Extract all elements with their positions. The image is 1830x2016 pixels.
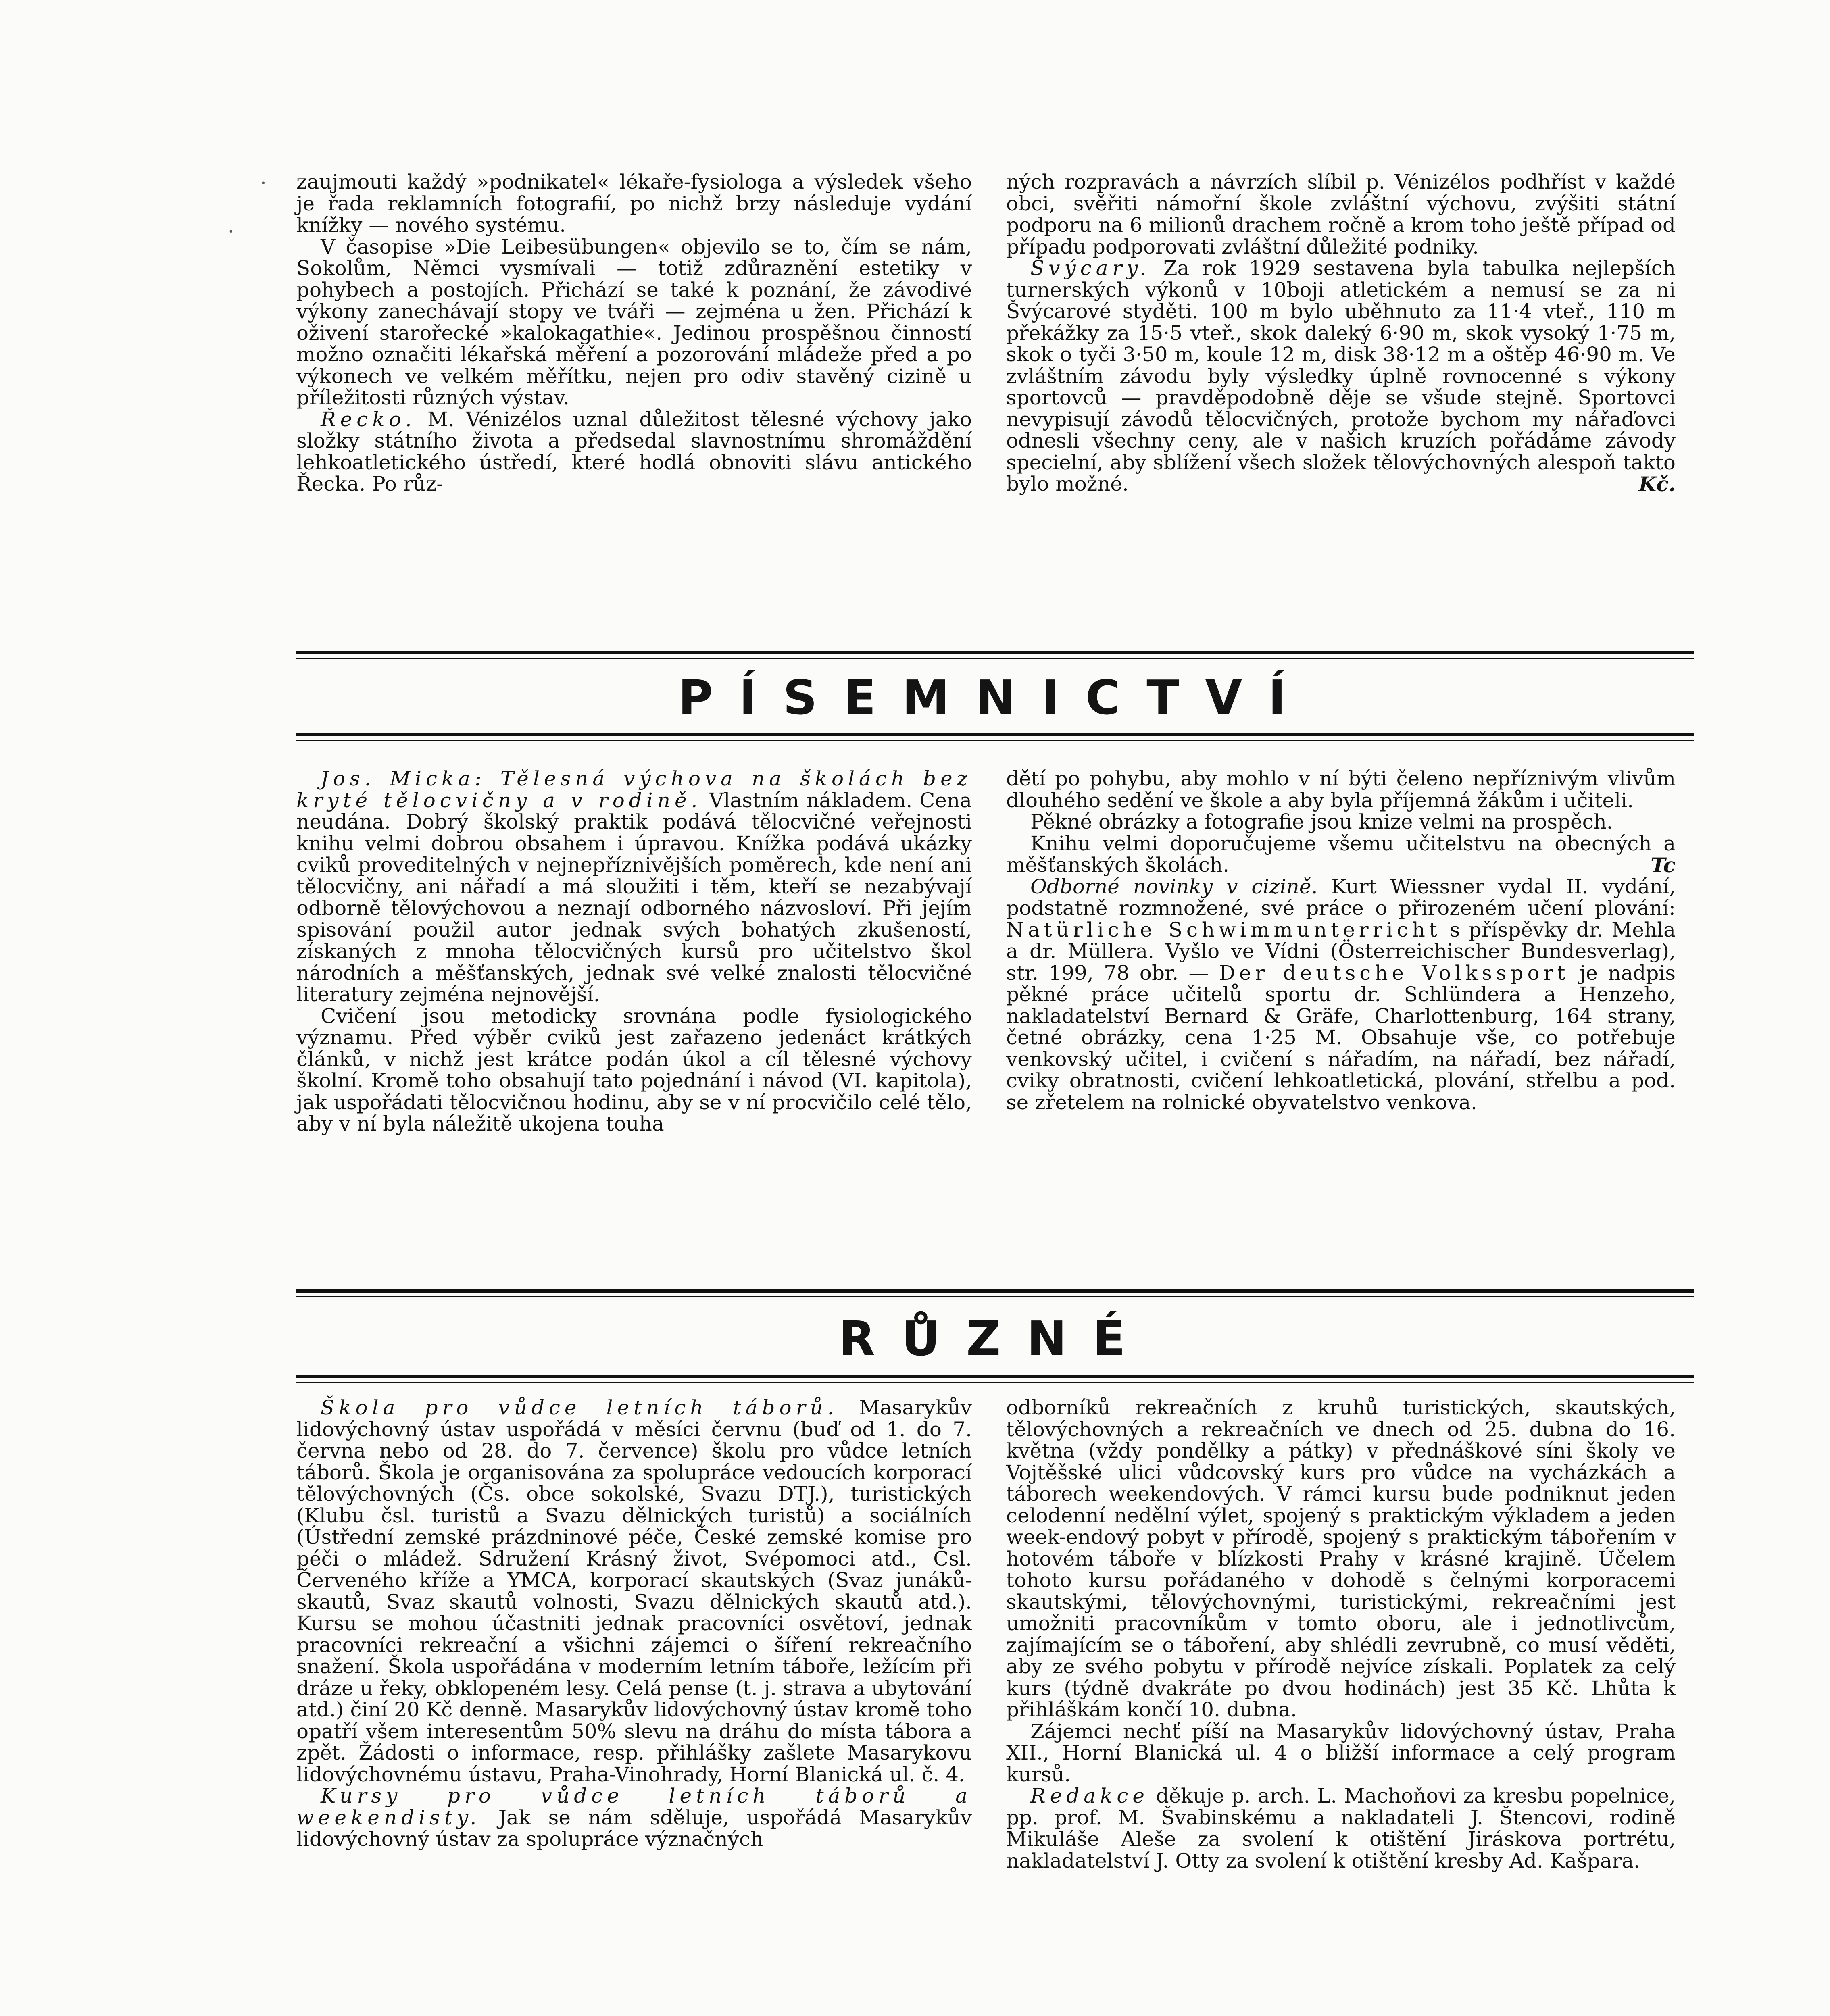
paragraph-text: Masarykův lidovýchovný ústav uspořádá v měsíci červnu (buď od 1. do 7. června nebo od 28. do 7. července) školu pro vůdce letních táborů. Škola je organisována za spolupráce vedoucích korporací tělovýchovných (Čs. obce sokolské, Svazu DTJ.), turistických (Klubu čsl. turistů a Svazu dělnických turistů) a sociálních (Ústřední zemské prázdninové péče, České zemské komise pro péči o mládež. Sdružení Krásný život, Svépomoci atd., Čsl. Červeného kříže a YMCA, korporací skautských (Svaz junáků-skautů, Svaz skautů volnosti, Svazu dělnických skautů atd.). Kursu se mohou účastniti jednak pracovníci osvětoví, jednak pracovníci rekreační a všichni zájemci o šíření rekreačního snažení. Škola uspořádána v moderním letním táboře, ležícím při dráze u řeky, obklopeném lesy. Celá pense (t. j. strava a ubytování atd.) činí 20 Kč denně. Masarykův lidovýchovný ústav kromě toho opatří všem interesentům 50% slevu na dráhu do místa tábora a zpět. Žádosti o informace, resp. přihlášky zašlete Masarykovu lidovýchovnému ústavu, Praha-Vinohrady, Horní Blanická ul. č. 4. xyxy=(296,1396,972,1786)
margin-mark: · xyxy=(260,171,267,195)
ruzne-left-column xyxy=(296,1397,972,1850)
paragraph-text: Vlastním nákladem. Cena neudána. Dobrý školský praktik podává tělocvičné veřejnosti knihu velmi dobrou obsahem i úpravou. Knížka podává ukázky cviků proveditelných v nejnepříznivějších poměrech, kde není ani tělocvičny, ani nářadí a má sloužiti i těm, kteří se nezabývají odborně tělovýchovou a neznají odborného názvosloví. Při jejím spisování použil autor jednak svých bohatých zkušeností, získaných z mnoha tělocvičných kursů pro učitelstvo škol národních a měšťanských, jednak své velké znalosti tělocvičné literatury zejména nejnovější. xyxy=(296,788,972,1006)
paragraph: odborníků rekreačních z kruhů turistických, skautských, tělovýchovných a rekreačních ve dnech od 25. dubna do 16. května (vždy pondělky a pátky) v přednáškové síni školy ve Vojtěšské ulici vůdcovský kurs pro vůdce na vycházkách a táborech weekendových. V rámci kursu bude podniknut jeden celodenní nedělní výlet, spojený s praktickým výkladem a jeden week-endový pobyt v přírodě, spojený s praktickým tábořením v hotovém táboře v blízkosti Prahy v krásné krajině. Účelem tohoto kursu pořádaného v dohodě s čelnými korporacemi skautskými, tělovýchovnými, turistickými, rekreačními jest umožniti pracovníkům v tomto oboru, ale i jednotlivcům, zajímajícím se o táboření, aby shlédli zevrubně, co musí věděti, aby ze svého pobytu v přírodě nejvíce získali. Poplatek za celý kurs (týdně dvakráte po dvou hodinách) jest 35 Kč. Lhůta k přihláškám končí 10. dubna. xyxy=(1006,1396,1676,1721)
inline-label: Odborné novinky v cizině. xyxy=(1030,875,1318,898)
paragraph xyxy=(296,1397,972,1785)
paragraph: zaujmouti každý »podnikatel« lékaře-fysiologa a výsledek všeho je řada reklamních fotografií, po nichž brzy následuje vydání knížky — nového systému. xyxy=(296,170,972,237)
paragraph: dětí po pohybu, aby mohlo v ní býti čeleno nepříznivým vlivům dlouhého sedění ve škole a aby byla příjemná žákům i učiteli. xyxy=(1006,767,1676,812)
paragraph-text: s příspěvky dr. Mehla a dr. Müllera. Vyšlo ve Vídni (Österreichischer Bundesverlag), str. 199, 78 obr. — xyxy=(1006,918,1676,985)
paragraph: ných rozpravách a návrzích slíbil p. Vénizélos podhříst v každé obci, svěřiti námořní škole zvláštní výchovu, zvýšiti státní podporu na 6 milionů drachem ročně a krom toho ještě případ od případu podporovati zvláštní důležité podniky. xyxy=(1006,170,1676,258)
section-heading-pisemnictvi: PÍSEMNICTVÍ xyxy=(678,670,1312,725)
paragraph-text: Jak se nám sděluje, uspořádá Masarykův lidovýchovný ústav za spolupráce význačných xyxy=(296,1806,972,1851)
paragraph-text: Knihu velmi doporučujeme všemu učitelstvu na obecných a měšťanských školách. xyxy=(1006,831,1676,877)
ruzne-right-column xyxy=(1006,1397,1676,1872)
pisemnictvi-left-column xyxy=(296,768,972,1135)
section-rule xyxy=(296,651,1694,654)
section-rule xyxy=(296,1296,1694,1297)
paragraph xyxy=(1006,1785,1676,1872)
book-title: Der deutsche Volkssport xyxy=(1219,961,1569,985)
paragraph: Cvičení jsou metodicky srovnána podle fysiologického významu. Před výběr cviků jest zařazeno jedenáct krátkých článků, v nichž jest krátce podán úkol a cíl tělesné výchovy školní. Kromě toho obsahují tato pojednání i návod (VI. kapitola), jak uspořádati tělocvičnou hodinu, aby se v ní procvičilo celé tělo, aby v ní byla náležitě ukojena touha xyxy=(296,1004,972,1135)
top-left-column xyxy=(296,171,972,495)
inline-label: Řecko. xyxy=(321,407,416,431)
paragraph: Pěkné obrázky a fotografie jsou knize velmi na prospěch. xyxy=(1030,810,1613,833)
section-heading-ruzne: RŮZNÉ xyxy=(838,1311,1152,1366)
paragraph-text: M. Vénizélos uznal důležitost tělesné výchovy jako složky státního života a předsedal slavnostnímu shromáždění lehkoatletického ústředí, které hodlá obnoviti slávu antického Řecka. Po růz- xyxy=(296,407,972,496)
section-rule xyxy=(296,740,1694,741)
inline-label: Škola pro vůdce letních táborů. xyxy=(321,1396,838,1419)
section-rule xyxy=(296,1375,1694,1378)
paragraph xyxy=(1006,258,1676,495)
paragraph-text: Kurt Wiessner vydal II. vydání, podstatně rozmnožené, své práce o přirozeném učení plování: xyxy=(1006,875,1676,920)
paragraph xyxy=(296,409,972,495)
paragraph xyxy=(1006,876,1676,1114)
section-rule xyxy=(296,1289,1694,1293)
book-title: Jos. Micka: Tělesná výchova na školách bez kryté tělocvičny a v rodině. xyxy=(296,767,972,812)
section-rule xyxy=(296,733,1694,736)
inline-label: Švýcary. xyxy=(1030,256,1151,280)
paragraph-text: Za rok 1929 sestavena byla tabulka nejlepších turnerských výkonů v 10boji atletickém a nemusí se za ni Švýcarové styděti. 100 m bylo uběhnuto za 11·4 vteř., 110 m překážky za 15·5 vteř., skok daleký 6·90 m, skok vysoký 1·75 m, skok o tyči 3·50 m, koule 12 m, disk 38·12 m a oštěp 46·90 m. Ve zvláštním závodu byly výsledky úplně rovnocenné s výkony sportovců — pravděpodobně děje se všude stejně. Sportovci nevypisují závodů tělocvičných, protože bychom my nářaďovci odnesli všechny ceny, ale v našich kruzích pořádáme závody specielní, aby sblížení všech složek tělovýchovných alespoň takto bylo možné. xyxy=(1006,256,1676,496)
margin-mark: · xyxy=(228,220,234,243)
top-right-column xyxy=(1006,171,1676,495)
inline-label: Kursy pro vůdce letních táborů a weekendisty. xyxy=(296,1784,972,1829)
section-rule xyxy=(296,1382,1694,1383)
signature: Kč. xyxy=(1638,472,1676,496)
signature: Tc xyxy=(1651,853,1676,877)
paragraph-text: děkuje p. arch. L. Machoňovi za kresbu popelnice, pp. prof. M. Švabinskému a nakladateli J. Štencovi, rodině Mikuláše Aleše za svolení k otištění Jiráskova portrétu, nakladatelství J. Otty za svolení k otištění kresby Ad. Kašpara. xyxy=(1006,1784,1676,1872)
paragraph xyxy=(296,768,972,1006)
paragraph xyxy=(296,1785,972,1850)
inline-label: Redakce xyxy=(1030,1784,1149,1808)
paragraph xyxy=(1006,833,1676,876)
book-title: Natürliche Schwimmunterricht xyxy=(1006,918,1441,941)
section-rule xyxy=(296,658,1694,659)
paragraph-text: je nadpis pěkné práce učitelů sportu dr. Schlündera a Henzeho, nakladatelství Bernard & Gräfe, Charlottenburg, 164 strany, četné obrázky, cena 1·25 M. Obsahuje vše, co potřebuje venkovský učitel, i cvičení s nářadím, na nářadí, bez nářadí, cviky obratnosti, cvičení lehkoatletická, plování, střelbu a pod. se zřetelem na rolnické obyvatelstvo venkova. xyxy=(1006,961,1676,1114)
pisemnictvi-right-column xyxy=(1006,768,1676,1113)
paragraph: V časopise »Die Leibesübungen« objevilo se to, čím se nám, Sokolům, Němci vysmívali — totiž zdůraznění estetiky v pohybech a postojích. Přichází se také k poznání, že závodivé výkony zanechávají stopy ve tváři — zejména u žen. Přichází k oživení starořecké »kalokagathie«. Jedinou prospěšnou činností možno označiti lékařská měření a pozorování mládeže před a po výkonech ve velkém měřítku, nejen pro odiv stavěný cizině u příležitosti různých výstav. xyxy=(296,235,972,409)
paragraph: Zájemci nechť píší na Masarykův lidovýchovný ústav, Praha XII., Horní Blanická ul. 4 o bližší informace a celý program kursů. xyxy=(1006,1719,1676,1786)
